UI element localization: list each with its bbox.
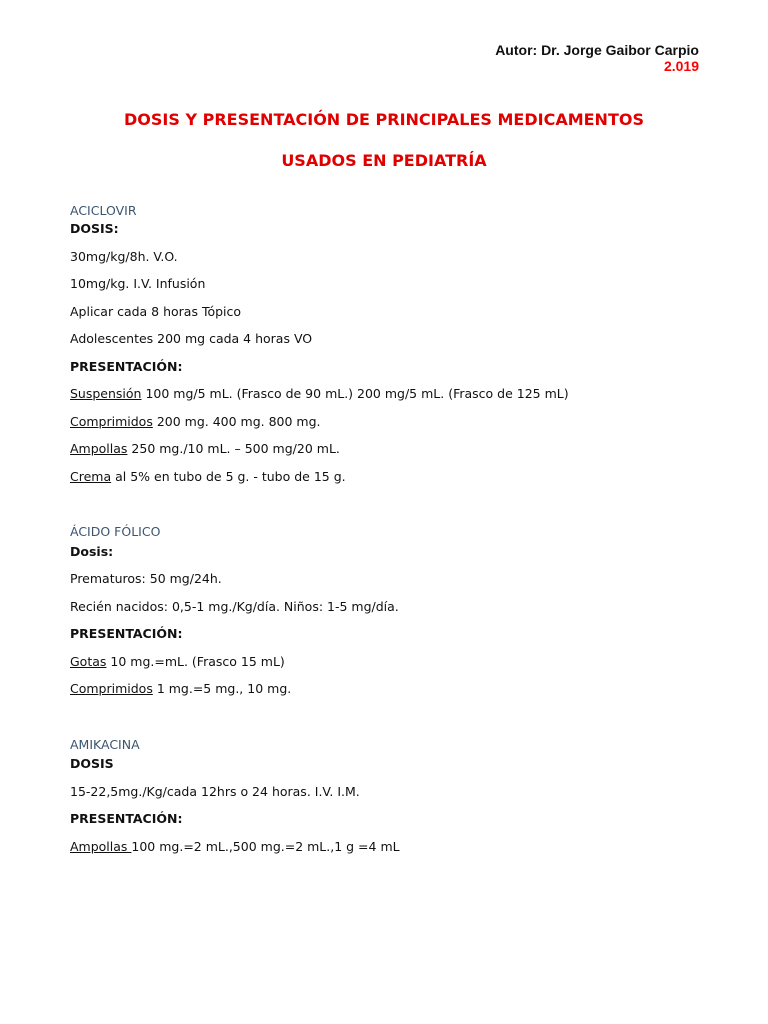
presentation-detail: al 5% en tubo de 5 g. - tubo de 15 g. — [111, 469, 346, 484]
presentacion-line — [70, 469, 346, 484]
author-block — [495, 42, 699, 74]
dosis-label: Dosis: — [70, 544, 114, 559]
presentacion-line — [70, 386, 569, 401]
dosis-line: Prematuros: 50 mg/24h. — [70, 571, 222, 586]
dosis-line: 15-22,5mg./Kg/cada 12hrs o 24 horas. I.V. I.M. — [70, 784, 360, 799]
dosis-label: DOSIS — [70, 756, 114, 771]
dosis-line: 10mg/kg. I.V. Infusión — [70, 276, 206, 291]
document-title-line1: DOSIS Y PRESENTACIÓN DE PRINCIPALES MEDICAMENTOS — [124, 110, 644, 129]
presentacion-label: PRESENTACIÓN: — [70, 626, 183, 641]
document-year: 2.019 — [663, 58, 699, 74]
presentation-form: Suspensión — [70, 386, 142, 401]
document-title-line2: USADOS EN PEDIATRÍA — [281, 151, 487, 170]
presentation-detail: 1 mg.=5 mg., 10 mg. — [152, 681, 292, 696]
presentation-detail: 200 mg. 400 mg. 800 mg. — [152, 414, 321, 429]
dosis-line: Recién nacidos: 0,5-1 mg./Kg/día. Niños: 1-5 mg/día. — [70, 599, 399, 614]
presentacion-line — [70, 654, 285, 669]
presentation-detail: 250 mg./10 mL. – 500 mg/20 mL. — [127, 441, 340, 456]
dosis-line: Adolescentes 200 mg cada 4 horas VO — [70, 331, 313, 346]
presentation-detail: 10 mg.=mL. (Frasco 15 mL) — [106, 654, 285, 669]
presentation-detail: 100 mg/5 mL. (Frasco de 90 mL.) 200 mg/5 mL. (Frasco de 125 mL) — [141, 386, 569, 401]
drug-name-aciclovir: ACICLOVIR — [70, 203, 137, 218]
presentation-form: Crema — [70, 469, 112, 484]
presentacion-line — [70, 414, 321, 429]
dosis-line: Aplicar cada 8 horas Tópico — [70, 304, 242, 319]
drug-name-amikacina: AMIKACINA — [70, 737, 140, 752]
presentation-detail: 100 mg.=2 mL.,500 mg.=2 mL.,1 g =4 mL — [131, 839, 400, 854]
presentation-form: Ampollas — [70, 839, 132, 854]
presentacion-label: PRESENTACIÓN: — [70, 359, 183, 374]
author-name: Autor: Dr. Jorge Gaibor Carpio — [495, 42, 699, 58]
dosis-line: 30mg/kg/8h. V.O. — [70, 249, 178, 264]
presentacion-line — [70, 839, 400, 854]
presentation-form: Gotas — [70, 654, 107, 669]
presentation-form: Comprimidos — [70, 414, 153, 429]
drug-name-acido-folico: ÁCIDO FÓLICO — [70, 524, 161, 539]
presentacion-line — [70, 681, 291, 696]
presentacion-line — [70, 441, 340, 456]
presentation-form: Comprimidos — [70, 681, 153, 696]
dosis-label: DOSIS: — [70, 221, 119, 236]
presentation-form: Ampollas — [70, 441, 128, 456]
presentacion-label: PRESENTACIÓN: — [70, 811, 183, 826]
